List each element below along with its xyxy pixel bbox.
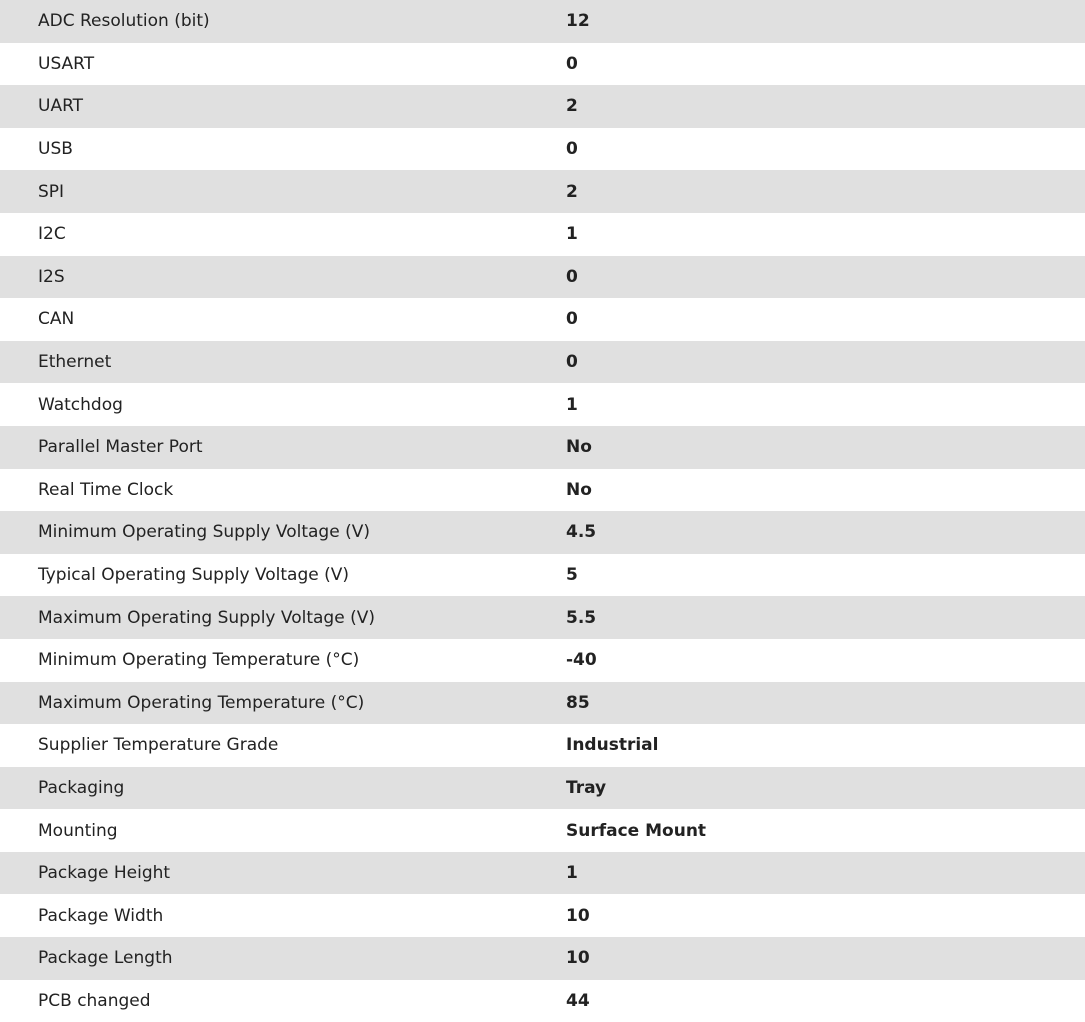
- spec-row-max-operating-temp: [0, 682, 1085, 725]
- spec-label: I2S: [38, 266, 65, 287]
- spec-row-pcb-changed: [0, 980, 1085, 1022]
- spec-value: Industrial: [566, 735, 659, 756]
- spec-label: I2C: [38, 224, 66, 245]
- spec-value: 1: [566, 863, 578, 884]
- spec-row-uart: [0, 85, 1085, 128]
- spec-value: 12: [566, 11, 590, 32]
- spec-value: 1: [566, 224, 578, 245]
- spec-value: 0: [566, 266, 578, 287]
- spec-label: Watchdog: [38, 394, 123, 415]
- spec-value: 44: [566, 990, 590, 1011]
- spec-label: CAN: [38, 309, 75, 330]
- spec-label: Package Width: [38, 905, 164, 926]
- spec-label: Real Time Clock: [38, 479, 174, 500]
- spec-value: 2: [566, 96, 578, 117]
- spec-label: USART: [38, 53, 95, 74]
- spec-label: PCB changed: [38, 990, 151, 1011]
- spec-label: USB: [38, 139, 73, 160]
- spec-row-i2c: [0, 213, 1085, 256]
- spec-row-max-supply-voltage: [0, 596, 1085, 639]
- spec-row-usb: [0, 128, 1085, 171]
- spec-value: 4.5: [566, 522, 597, 543]
- spec-value: No: [566, 437, 592, 458]
- spec-value: 0: [566, 309, 578, 330]
- spec-value: 0: [566, 352, 578, 373]
- spec-label: Maximum Operating Supply Voltage (V): [38, 607, 375, 628]
- spec-value: 0: [566, 139, 578, 160]
- spec-row-mounting: [0, 809, 1085, 852]
- spec-row-watchdog: [0, 383, 1085, 426]
- spec-label: SPI: [38, 181, 65, 202]
- spec-value: Surface Mount: [566, 820, 707, 841]
- spec-label: Parallel Master Port: [38, 437, 203, 458]
- spec-value: 85: [566, 692, 590, 713]
- spec-label: Minimum Operating Supply Voltage (V): [38, 522, 370, 543]
- spec-value: 10: [566, 948, 590, 969]
- spec-row-usart: [0, 43, 1085, 86]
- spec-row-supplier-temp-grade: [0, 724, 1085, 767]
- spec-value: Tray: [566, 777, 607, 798]
- spec-value: 0: [566, 53, 578, 74]
- spec-row-package-width: [0, 894, 1085, 937]
- spec-row-parallel-master-port: [0, 426, 1085, 469]
- spec-label: ADC Resolution (bit): [38, 11, 210, 32]
- spec-value: 10: [566, 905, 590, 926]
- spec-value: No: [566, 479, 592, 500]
- spec-row-i2s: [0, 256, 1085, 299]
- spec-label: Minimum Operating Temperature (°C): [38, 650, 360, 671]
- spec-value: 1: [566, 394, 578, 415]
- spec-label: Supplier Temperature Grade: [38, 735, 279, 756]
- spec-row-min-operating-temp: [0, 639, 1085, 682]
- spec-value: 2: [566, 181, 578, 202]
- spec-row-typ-supply-voltage: [0, 554, 1085, 597]
- spec-label: Packaging: [38, 777, 125, 798]
- spec-row-min-supply-voltage: [0, 511, 1085, 554]
- spec-label: Package Length: [38, 948, 173, 969]
- spec-label: Ethernet: [38, 352, 112, 373]
- spec-value: 5: [566, 565, 578, 586]
- spec-value: 5.5: [566, 607, 597, 628]
- spec-row-package-height: [0, 852, 1085, 895]
- spec-row-real-time-clock: [0, 469, 1085, 512]
- spec-row-packaging: [0, 767, 1085, 810]
- spec-value: -40: [566, 650, 597, 671]
- spec-row-adc-resolution: [0, 0, 1085, 43]
- spec-label: Maximum Operating Temperature (°C): [38, 692, 365, 713]
- spec-row-package-length: [0, 937, 1085, 980]
- spec-label: Package Height: [38, 863, 171, 884]
- spec-label: Typical Operating Supply Voltage (V): [38, 565, 349, 586]
- spec-row-ethernet: [0, 341, 1085, 384]
- spec-label: Mounting: [38, 820, 118, 841]
- spec-row-spi: [0, 170, 1085, 213]
- spec-label: UART: [38, 96, 84, 117]
- spec-row-can: [0, 298, 1085, 341]
